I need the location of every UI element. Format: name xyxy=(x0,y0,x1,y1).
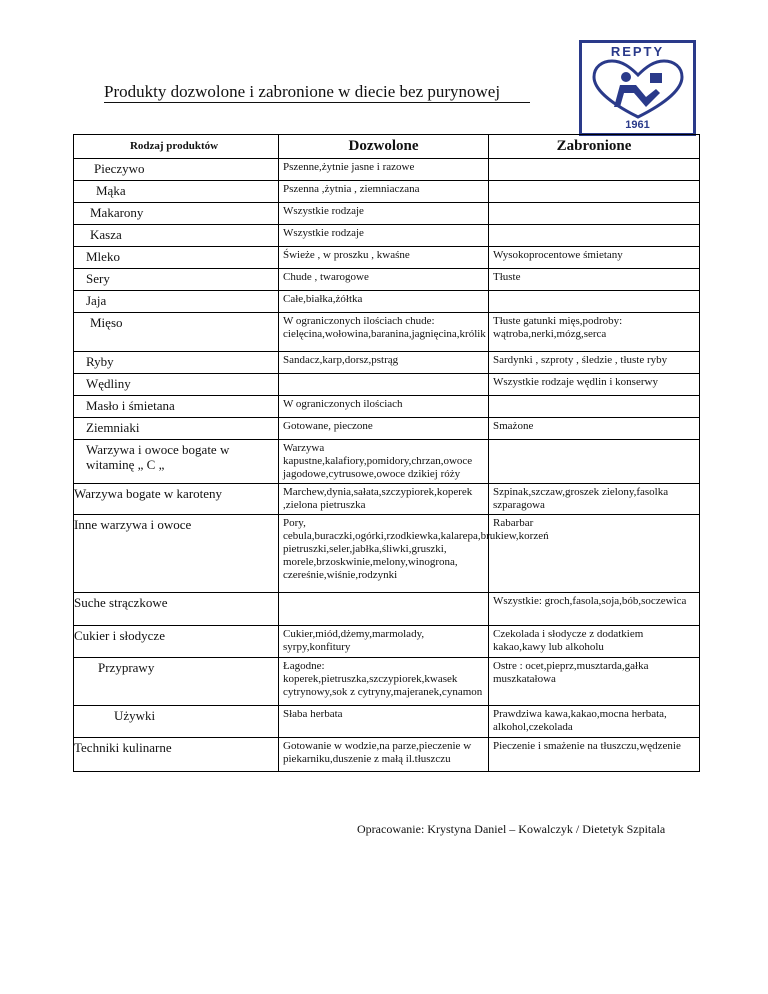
cell-category: Warzywa bogate w karoteny xyxy=(74,484,279,515)
cell-allowed: Cukier,miód,dżemy,marmolady, syrpy,konfitury xyxy=(279,626,489,658)
cell-allowed: W ograniczonych ilościach xyxy=(279,396,489,418)
table-row xyxy=(74,706,700,738)
cell-allowed: Warzywa kapustne,kalafiory,pomidory,chrzan,owoce jagodowe,cytrusowe,owoce dzikiej róży xyxy=(279,440,489,484)
header-category: Rodzaj produktów xyxy=(74,135,279,159)
table-row xyxy=(74,593,700,626)
cell-category: Mięso xyxy=(74,313,279,352)
cell-category: Sery xyxy=(74,269,279,291)
table-row xyxy=(74,396,700,418)
cell-forbidden xyxy=(489,181,700,203)
table-row xyxy=(74,269,700,291)
cell-category: Jaja xyxy=(74,291,279,313)
table-row xyxy=(74,515,700,593)
cell-category: Masło i śmietana xyxy=(74,396,279,418)
logo-year: 1961 xyxy=(625,119,650,131)
cell-allowed xyxy=(279,374,489,396)
cell-forbidden: Ostre : ocet,pieprz,musztarda,gałka muszkatałowa xyxy=(489,658,700,706)
cell-forbidden xyxy=(489,440,700,484)
cell-category: Wędliny xyxy=(74,374,279,396)
table-row xyxy=(74,626,700,658)
header-allowed: Dozwolone xyxy=(279,135,489,159)
logo-brand: REPTY xyxy=(610,44,665,59)
cell-forbidden: Tłuste xyxy=(489,269,700,291)
cell-forbidden xyxy=(489,396,700,418)
cell-category: Przyprawy xyxy=(74,658,279,706)
cell-forbidden: Wszystkie: groch,fasola,soja,bób,soczewica xyxy=(489,593,700,626)
cell-allowed: W ograniczonych ilościach chude: cielęcina,wołowina,baranina,jagnięcina,królik xyxy=(279,313,489,352)
cell-forbidden: Prawdziwa kawa,kakao,mocna herbata, alkohol,czekolada xyxy=(489,706,700,738)
diet-table xyxy=(73,134,700,772)
cell-category: Ziemniaki xyxy=(74,418,279,440)
cell-category: Suche strączkowe xyxy=(74,593,279,626)
cell-allowed: Łagodne: koperek,pietruszka,szczypiorek,kwasek cytrynowy,sok z cytryny,majeranek,cynamon xyxy=(279,658,489,706)
cell-allowed: Świeże , w proszku , kwaśne xyxy=(279,247,489,269)
cell-allowed: Sandacz,karp,dorsz,pstrąg xyxy=(279,352,489,374)
table-row xyxy=(74,738,700,772)
cell-allowed: Gotowanie w wodzie,na parze,pieczenie w piekarniku,duszenie z małą il.tłuszczu xyxy=(279,738,489,772)
cell-forbidden: Wszystkie rodzaje wędlin i konserwy xyxy=(489,374,700,396)
footer-credit: Opracowanie: Krystyna Daniel – Kowalczyk / Dietetyk Szpitala xyxy=(357,822,666,836)
cell-category: Używki xyxy=(74,706,279,738)
table-row xyxy=(74,159,700,181)
cell-forbidden: Rabarbar xyxy=(489,515,700,593)
cell-allowed: Słaba herbata xyxy=(279,706,489,738)
cell-category: Techniki kulinarne xyxy=(74,738,279,772)
cell-allowed: Całe,białka,żółtka xyxy=(279,291,489,313)
page-title: Produkty dozwolone i zabronione w diecie bez purynowej xyxy=(104,82,501,101)
table-row xyxy=(74,418,700,440)
cell-category: Kasza xyxy=(74,225,279,247)
cell-category: Warzywa i owoce bogate w witaminę „ C „ xyxy=(74,440,279,484)
title-underline xyxy=(104,102,530,103)
cell-category: Makarony xyxy=(74,203,279,225)
repty-logo xyxy=(579,40,696,136)
cell-forbidden: Smażone xyxy=(489,418,700,440)
cell-forbidden xyxy=(489,291,700,313)
table-row xyxy=(74,181,700,203)
cell-forbidden: Wysokoprocentowe śmietany xyxy=(489,247,700,269)
cell-allowed: Pszenna ,żytnia , ziemniaczana xyxy=(279,181,489,203)
cell-allowed: Pory, cebula,buraczki,ogórki,rzodkiewka,kalarepa,brukiew,korzeń pietruszki,seler,jabłka,śliwki,gruszki, morele,brzoskwinie,melony,winogrona, czereśnie,wiśnie,rodzynki xyxy=(279,515,489,593)
cell-category: Pieczywo xyxy=(74,159,279,181)
cell-category: Cukier i słodycze xyxy=(74,626,279,658)
cell-forbidden: Czekolada i słodycze z dodatkiem kakao,kawy lub alkoholu xyxy=(489,626,700,658)
cell-category: Inne warzywa i owoce xyxy=(74,515,279,593)
cell-forbidden xyxy=(489,225,700,247)
table-row xyxy=(74,203,700,225)
cell-forbidden xyxy=(489,203,700,225)
cell-forbidden: Tłuste gatunki mięs,podroby: wątroba,nerki,mózg,serca xyxy=(489,313,700,352)
cell-allowed: Chude , twarogowe xyxy=(279,269,489,291)
cell-allowed: Marchew,dynia,sałata,szczypiorek,koperek ,zielona pietruszka xyxy=(279,484,489,515)
header-forbidden: Zabronione xyxy=(489,135,700,159)
heart-emblem-icon xyxy=(590,59,686,121)
table-row xyxy=(74,313,700,352)
cell-forbidden: Szpinak,szczaw,groszek zielony,fasolka szparagowa xyxy=(489,484,700,515)
cell-forbidden xyxy=(489,159,700,181)
cell-forbidden: Sardynki , szproty , śledzie , tłuste ryby xyxy=(489,352,700,374)
table-row xyxy=(74,658,700,706)
cell-allowed: Wszystkie rodzaje xyxy=(279,225,489,247)
table-row xyxy=(74,374,700,396)
table-row xyxy=(74,352,700,374)
table-body xyxy=(74,159,700,772)
cell-category: Mąka xyxy=(74,181,279,203)
cell-allowed xyxy=(279,593,489,626)
cell-allowed: Gotowane, pieczone xyxy=(279,418,489,440)
cell-allowed: Wszystkie rodzaje xyxy=(279,203,489,225)
table-header-row xyxy=(74,135,700,159)
cell-category: Ryby xyxy=(74,352,279,374)
table-row xyxy=(74,225,700,247)
table-row xyxy=(74,247,700,269)
cell-forbidden: Pieczenie i smażenie na tłuszczu,wędzenie xyxy=(489,738,700,772)
table-row xyxy=(74,291,700,313)
table-row xyxy=(74,484,700,515)
cell-allowed: Pszenne,żytnie jasne i razowe xyxy=(279,159,489,181)
cell-category: Mleko xyxy=(74,247,279,269)
table-row xyxy=(74,440,700,484)
